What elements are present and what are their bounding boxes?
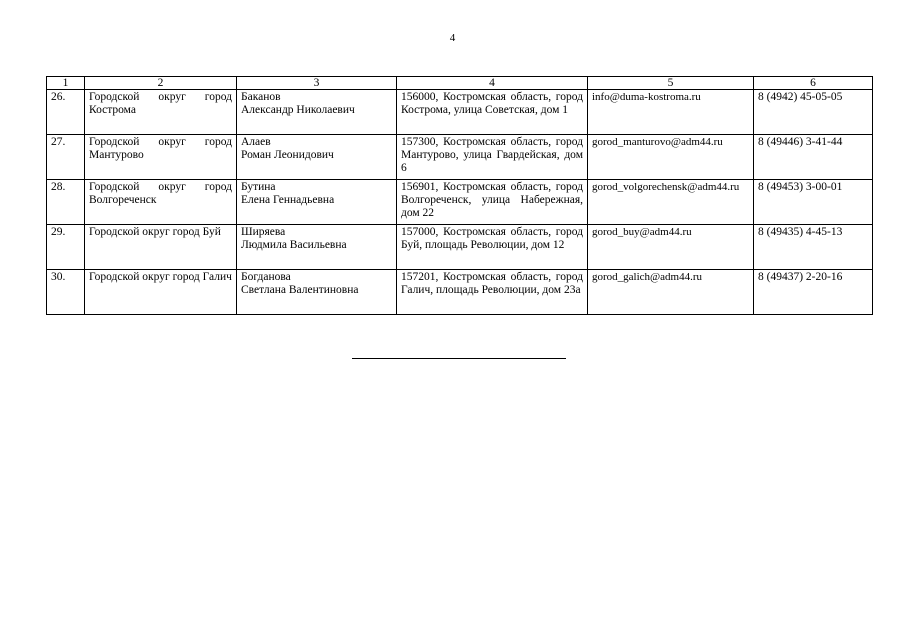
municipality-name: Городской округ город Буй [85,225,237,270]
table-body [47,90,873,315]
head-surname: Богданова [241,271,291,283]
table-row [47,135,873,180]
table-header [47,77,873,90]
postal-address: 156901, Костромская область, город Волгореченск, улица Набережная, дом 22 [397,180,588,225]
row-number: 28. [47,180,85,225]
head-given-name: Людмила Васильевна [241,239,347,251]
head-name [237,135,397,180]
table-row [47,225,873,270]
email-address: gorod_galich@adm44.ru [588,270,754,315]
column-header-6: 6 [754,77,873,90]
column-header-3: 3 [237,77,397,90]
municipality-name: Городской округ город Галич [85,270,237,315]
header-row [47,77,873,90]
head-given-name: Светлана Валентиновна [241,284,359,296]
postal-address: 157300, Костромская область, город Мантурово, улица Гвардейская, дом 6 [397,135,588,180]
municipality-name: Городской округ город Мантурово [85,135,237,180]
postal-address: 156000, Костромская область, город Кострома, улица Советская, дом 1 [397,90,588,135]
postal-address: 157000, Костромская область, город Буй, площадь Революции, дом 12 [397,225,588,270]
municipality-name: Городской округ город Кострома [85,90,237,135]
municipality-name: Городской округ город Волгореченск [85,180,237,225]
table-row [47,270,873,315]
phone-number: 8 (49437) 2-20-16 [754,270,873,315]
column-header-4: 4 [397,77,588,90]
phone-number: 8 (4942) 45-05-05 [754,90,873,135]
column-header-5: 5 [588,77,754,90]
head-surname: Бутина [241,181,276,193]
row-number: 26. [47,90,85,135]
table-row [47,90,873,135]
page-number: 4 [449,32,456,44]
head-given-name: Елена Геннадьевна [241,194,335,206]
municipalities-table [46,76,873,315]
column-header-1: 1 [47,77,85,90]
head-name [237,225,397,270]
phone-number: 8 (49453) 3-00-01 [754,180,873,225]
head-surname: Ширяева [241,226,286,238]
head-name [237,90,397,135]
head-given-name: Александр Николаевич [241,104,355,116]
row-number: 29. [47,225,85,270]
head-name [237,180,397,225]
postal-address: 157201, Костромская область, город Галич, площадь Революции, дом 23а [397,270,588,315]
closing-separator-line [352,358,566,359]
table-row [47,180,873,225]
email-address: gorod_buy@adm44.ru [588,225,754,270]
phone-number: 8 (49446) 3-41-44 [754,135,873,180]
head-given-name: Роман Леонидович [241,149,334,161]
email-address: gorod_manturovo@adm44.ru [588,135,754,180]
head-name [237,270,397,315]
email-address: info@duma-kostroma.ru [588,90,754,135]
head-surname: Баканов [241,91,281,103]
email-address: gorod_volgorechensk@adm44.ru [588,180,754,225]
column-header-2: 2 [85,77,237,90]
phone-number: 8 (49435) 4-45-13 [754,225,873,270]
head-surname: Алаев [241,136,271,148]
row-number: 27. [47,135,85,180]
row-number: 30. [47,270,85,315]
